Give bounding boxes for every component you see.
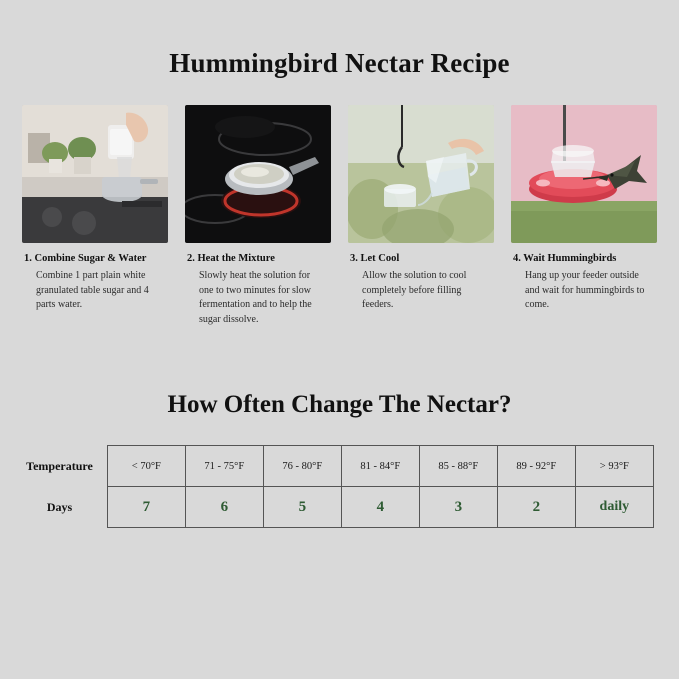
temperature-cell: < 70°F (107, 446, 185, 487)
temperature-cell: 71 - 75°F (185, 446, 263, 487)
table-row (25, 446, 653, 487)
row-label-temperature: Temperature (26, 458, 93, 473)
days-cell: daily (575, 487, 653, 528)
temperature-cell: 85 - 88°F (419, 446, 497, 487)
temperature-cell: 89 - 92°F (497, 446, 575, 487)
days-cell: 7 (107, 487, 185, 528)
page-title: Hummingbird Nectar Recipe (169, 48, 510, 78)
step-image-1 (22, 105, 168, 243)
step-image-3 (348, 105, 494, 243)
days-cell: 4 (341, 487, 419, 528)
days-cell: 5 (263, 487, 341, 528)
nectar-change-table-wrapper (20, 445, 660, 528)
days-cell: 3 (419, 487, 497, 528)
step-title: 2. Heat the Mixture (187, 253, 275, 264)
row-label-days: Days (46, 499, 73, 514)
step-body: Slowly heat the solution for one to two minutes for slow fermentation and to help the sugar dissolve. (199, 270, 312, 325)
temperature-cell: > 93°F (575, 446, 653, 487)
list-item (511, 105, 657, 327)
temperature-cell: 76 - 80°F (263, 446, 341, 487)
step-body: Combine 1 part plain white granulated table sugar and 4 parts water. (36, 270, 149, 310)
days-cell: 6 (185, 487, 263, 528)
step-title: 4. Wait Hummingbirds (513, 253, 617, 264)
list-item (348, 105, 494, 327)
temperature-cell: 81 - 84°F (341, 446, 419, 487)
step-title: 1. Combine Sugar & Water (24, 253, 147, 264)
list-item (22, 105, 168, 327)
nectar-change-table (25, 445, 654, 528)
table-row (25, 487, 653, 528)
section-title: How Often Change The Nectar? (167, 391, 512, 418)
step-title: 3. Let Cool (350, 253, 400, 264)
step-image-4 (511, 105, 657, 243)
list-item (185, 105, 331, 327)
steps-list (0, 105, 679, 327)
step-body: Allow the solution to cool completely before filling feeders. (362, 270, 467, 310)
step-image-2 (185, 105, 331, 243)
days-cell: 2 (497, 487, 575, 528)
step-body: Hang up your feeder outside and wait for hummingbirds to come. (525, 270, 645, 310)
